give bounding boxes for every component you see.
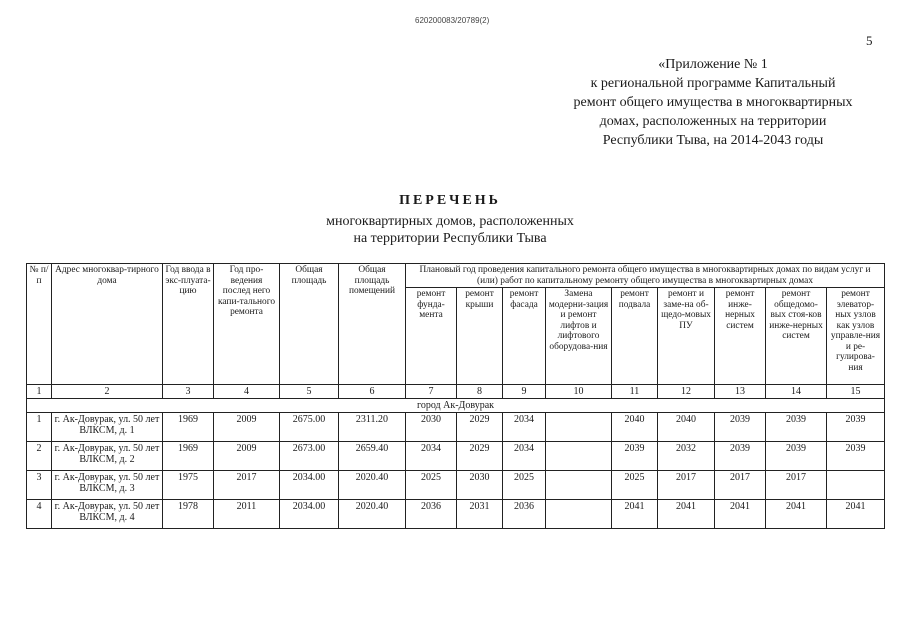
table-row: [27, 442, 885, 471]
column-number-row: [27, 385, 885, 399]
row-cell: 1: [27, 413, 52, 442]
row-cell: 2673.00: [280, 442, 339, 471]
header-risers: ремонт общедомо-вых стоя-ков инже-нерных систем: [766, 288, 827, 385]
row-cell: 2041: [827, 500, 885, 529]
row-cell: 2017: [658, 471, 715, 500]
document-subtitle: [250, 213, 650, 247]
page-number: 5: [866, 33, 873, 48]
row-cell: 2030: [406, 413, 457, 442]
row-cell: [827, 471, 885, 500]
appendix-line: домах, расположенных на территории: [599, 114, 827, 129]
row-cell: 2041: [715, 500, 766, 529]
header-engineering: ремонт инже-нерных систем: [715, 288, 766, 385]
column-number: 8: [457, 385, 503, 399]
row-address: г. Ак-Довурак, ул. 50 лет ВЛКСМ, д. 4: [52, 500, 163, 529]
row-cell: 2017: [214, 471, 280, 500]
row-cell: 2029: [457, 413, 503, 442]
row-cell: [546, 471, 612, 500]
row-cell: 2025: [503, 471, 546, 500]
header-row: [27, 264, 885, 288]
header-basement: ремонт подвала: [612, 288, 658, 385]
header-elevator-nodes: ремонт элеватор-ных узлов как узлов управле-ния и ре-гулирова-ния: [827, 288, 885, 385]
header-planned-group: Плановый год проведения капитального ремонта общего имущества в многоквартирных домах по видам услуг и (или) работ по капитальному ремонту общего имущества в многоквартирных домах: [406, 264, 885, 288]
column-number: 2: [52, 385, 163, 399]
city-row: [27, 399, 885, 413]
column-number: 15: [827, 385, 885, 399]
header-elevators: Замена модерни-зация и ремонт лифтов и лифтового оборудова-ния: [546, 288, 612, 385]
appendix-line: к региональной программе Капитальный: [590, 76, 836, 91]
row-cell: 2041: [658, 500, 715, 529]
row-cell: 2034: [406, 442, 457, 471]
row-address: г. Ак-Довурак, ул. 50 лет ВЛКСМ, д. 3: [52, 471, 163, 500]
header-roof: ремонт крыши: [457, 288, 503, 385]
column-number: 4: [214, 385, 280, 399]
row-cell: 2025: [406, 471, 457, 500]
buildings-table: [26, 263, 885, 529]
row-cell: 2039: [766, 413, 827, 442]
row-cell: 2039: [827, 442, 885, 471]
table-row: [27, 471, 885, 500]
header-year-last-repair: Год про-ведения послед него капи-тального ремонта: [214, 264, 280, 385]
row-cell: 2041: [766, 500, 827, 529]
row-cell: 2041: [612, 500, 658, 529]
row-cell: [546, 442, 612, 471]
appendix-line: «Приложение № 1: [658, 57, 768, 72]
row-cell: 2020.40: [339, 471, 406, 500]
document-title: ПЕРЕЧЕНЬ: [399, 193, 501, 208]
header-total-area: Общая площадь: [280, 264, 339, 385]
column-number: 1: [27, 385, 52, 399]
city-name: город Ак-Довурак: [27, 399, 885, 413]
header-address: Адрес многоквар-тирного дома: [52, 264, 163, 385]
column-number: 6: [339, 385, 406, 399]
appendix-note: [548, 55, 878, 150]
subtitle-line: на территории Республики Тыва: [353, 231, 547, 246]
column-number: 11: [612, 385, 658, 399]
row-cell: 4: [27, 500, 52, 529]
column-number: 3: [163, 385, 214, 399]
row-cell: 1975: [163, 471, 214, 500]
appendix-line: ремонт общего имущества в многоквартирных: [573, 95, 853, 110]
row-cell: 2011: [214, 500, 280, 529]
row-cell: 2311.20: [339, 413, 406, 442]
column-number: 9: [503, 385, 546, 399]
row-cell: 2020.40: [339, 500, 406, 529]
header-meters: ремонт и заме-на об-щедо-мовых ПУ: [658, 288, 715, 385]
header-num: № п/п: [27, 264, 52, 385]
column-number: 5: [280, 385, 339, 399]
row-cell: 2029: [457, 442, 503, 471]
row-cell: [546, 413, 612, 442]
header-facade: ремонт фасада: [503, 288, 546, 385]
column-number: 12: [658, 385, 715, 399]
column-number: 7: [406, 385, 457, 399]
row-cell: 2039: [827, 413, 885, 442]
header-year-built: Год ввода в экс-плуата-цию: [163, 264, 214, 385]
row-cell: 2034.00: [280, 471, 339, 500]
document-id: 620200083/20789(2): [415, 16, 490, 25]
row-cell: 1969: [163, 413, 214, 442]
row-cell: 1978: [163, 500, 214, 529]
row-cell: 2675.00: [280, 413, 339, 442]
row-cell: 2039: [715, 413, 766, 442]
subtitle-line: многоквартирных домов, расположенных: [326, 214, 574, 229]
row-cell: 2: [27, 442, 52, 471]
row-cell: 2034: [503, 442, 546, 471]
row-cell: 2036: [406, 500, 457, 529]
row-cell: 2025: [612, 471, 658, 500]
table-row: [27, 500, 885, 529]
row-cell: 2036: [503, 500, 546, 529]
column-number: 13: [715, 385, 766, 399]
header-premises-area: Общая площадь помещений: [339, 264, 406, 385]
column-number: 14: [766, 385, 827, 399]
row-cell: 2034: [503, 413, 546, 442]
row-cell: 2017: [715, 471, 766, 500]
row-cell: 2009: [214, 413, 280, 442]
row-cell: 2039: [612, 442, 658, 471]
row-cell: 2009: [214, 442, 280, 471]
row-cell: 2031: [457, 500, 503, 529]
appendix-line: Республики Тыва, на 2014-2043 годы: [602, 133, 824, 148]
row-cell: 2040: [612, 413, 658, 442]
row-cell: 2032: [658, 442, 715, 471]
table-row: [27, 413, 885, 442]
row-cell: 2030: [457, 471, 503, 500]
row-cell: 3: [27, 471, 52, 500]
row-cell: 2040: [658, 413, 715, 442]
row-address: г. Ак-Довурак, ул. 50 лет ВЛКСМ, д. 2: [52, 442, 163, 471]
column-number: 10: [546, 385, 612, 399]
header-foundation: ремонт фунда-мента: [406, 288, 457, 385]
row-cell: 2034.00: [280, 500, 339, 529]
row-cell: 2039: [715, 442, 766, 471]
row-cell: 1969: [163, 442, 214, 471]
row-cell: 2017: [766, 471, 827, 500]
row-cell: 2659.40: [339, 442, 406, 471]
row-cell: 2039: [766, 442, 827, 471]
row-cell: [546, 500, 612, 529]
row-address: г. Ак-Довурак, ул. 50 лет ВЛКСМ, д. 1: [52, 413, 163, 442]
